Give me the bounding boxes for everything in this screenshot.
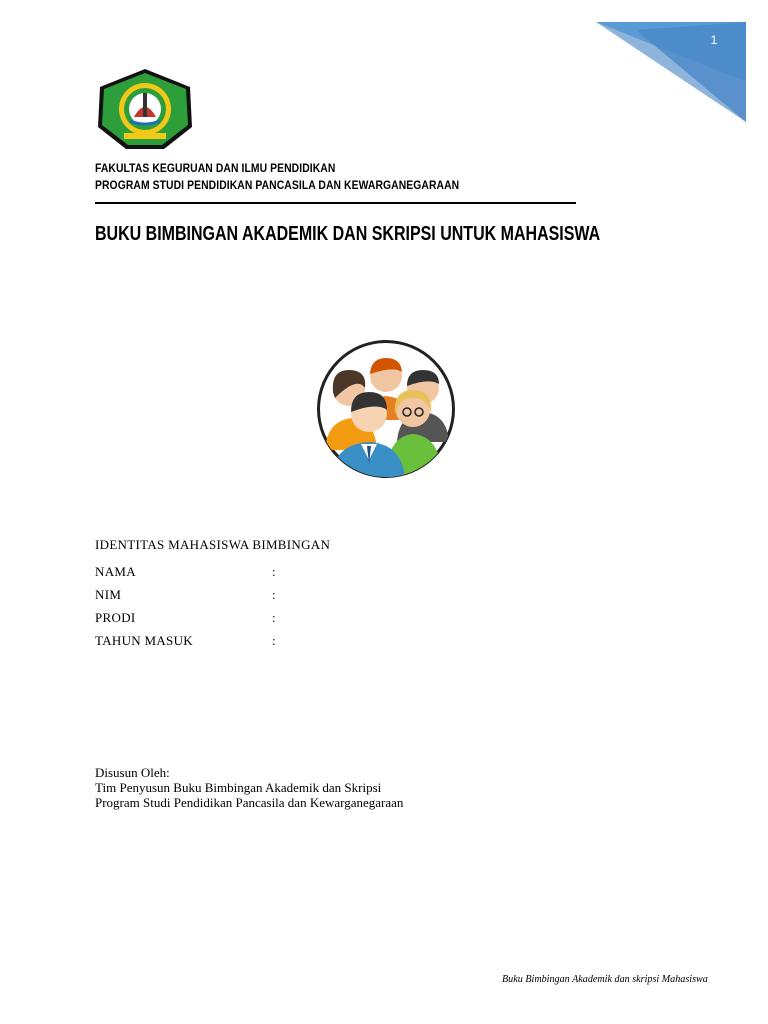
group-of-people-icon [313,340,459,478]
field-separator: : [272,610,276,625]
author-program: Program Studi Pendidikan Pancasila dan Kewarganegaraan [95,795,404,810]
field-label-nim: NIM [95,587,122,602]
field-label-tahun-masuk: TAHUN MASUK [95,633,193,648]
author-label: Disusun Oleh: [95,765,170,780]
field-label-prodi: PRODI [95,610,136,625]
corner-decoration [596,22,746,122]
document-title: BUKU BIMBINGAN AKADEMIK DAN SKRIPSI UNTUK MAHASISWA [95,223,601,245]
field-separator: : [272,633,276,648]
field-label-nama: NAMA [95,564,136,579]
field-separator: : [272,564,276,579]
faculty-name: FAKULTAS KEGURUAN DAN ILMU PENDIDIKAN [95,163,336,175]
header-divider [95,202,576,204]
identity-heading: IDENTITAS MAHASISWA BIMBINGAN [95,537,331,552]
author-team: Tim Penyusun Buku Bimbingan Akademik dan Skripsi [95,780,382,795]
page-number: 1 [710,33,718,47]
university-logo [94,67,196,151]
footer-text: Buku Bimbingan Akademik dan skripsi Mahasiswa [502,973,708,985]
program-name: PROGRAM STUDI PENDIDIKAN PANCASILA DAN KEWARGANEGARAAN [95,180,460,192]
field-separator: : [272,587,276,602]
